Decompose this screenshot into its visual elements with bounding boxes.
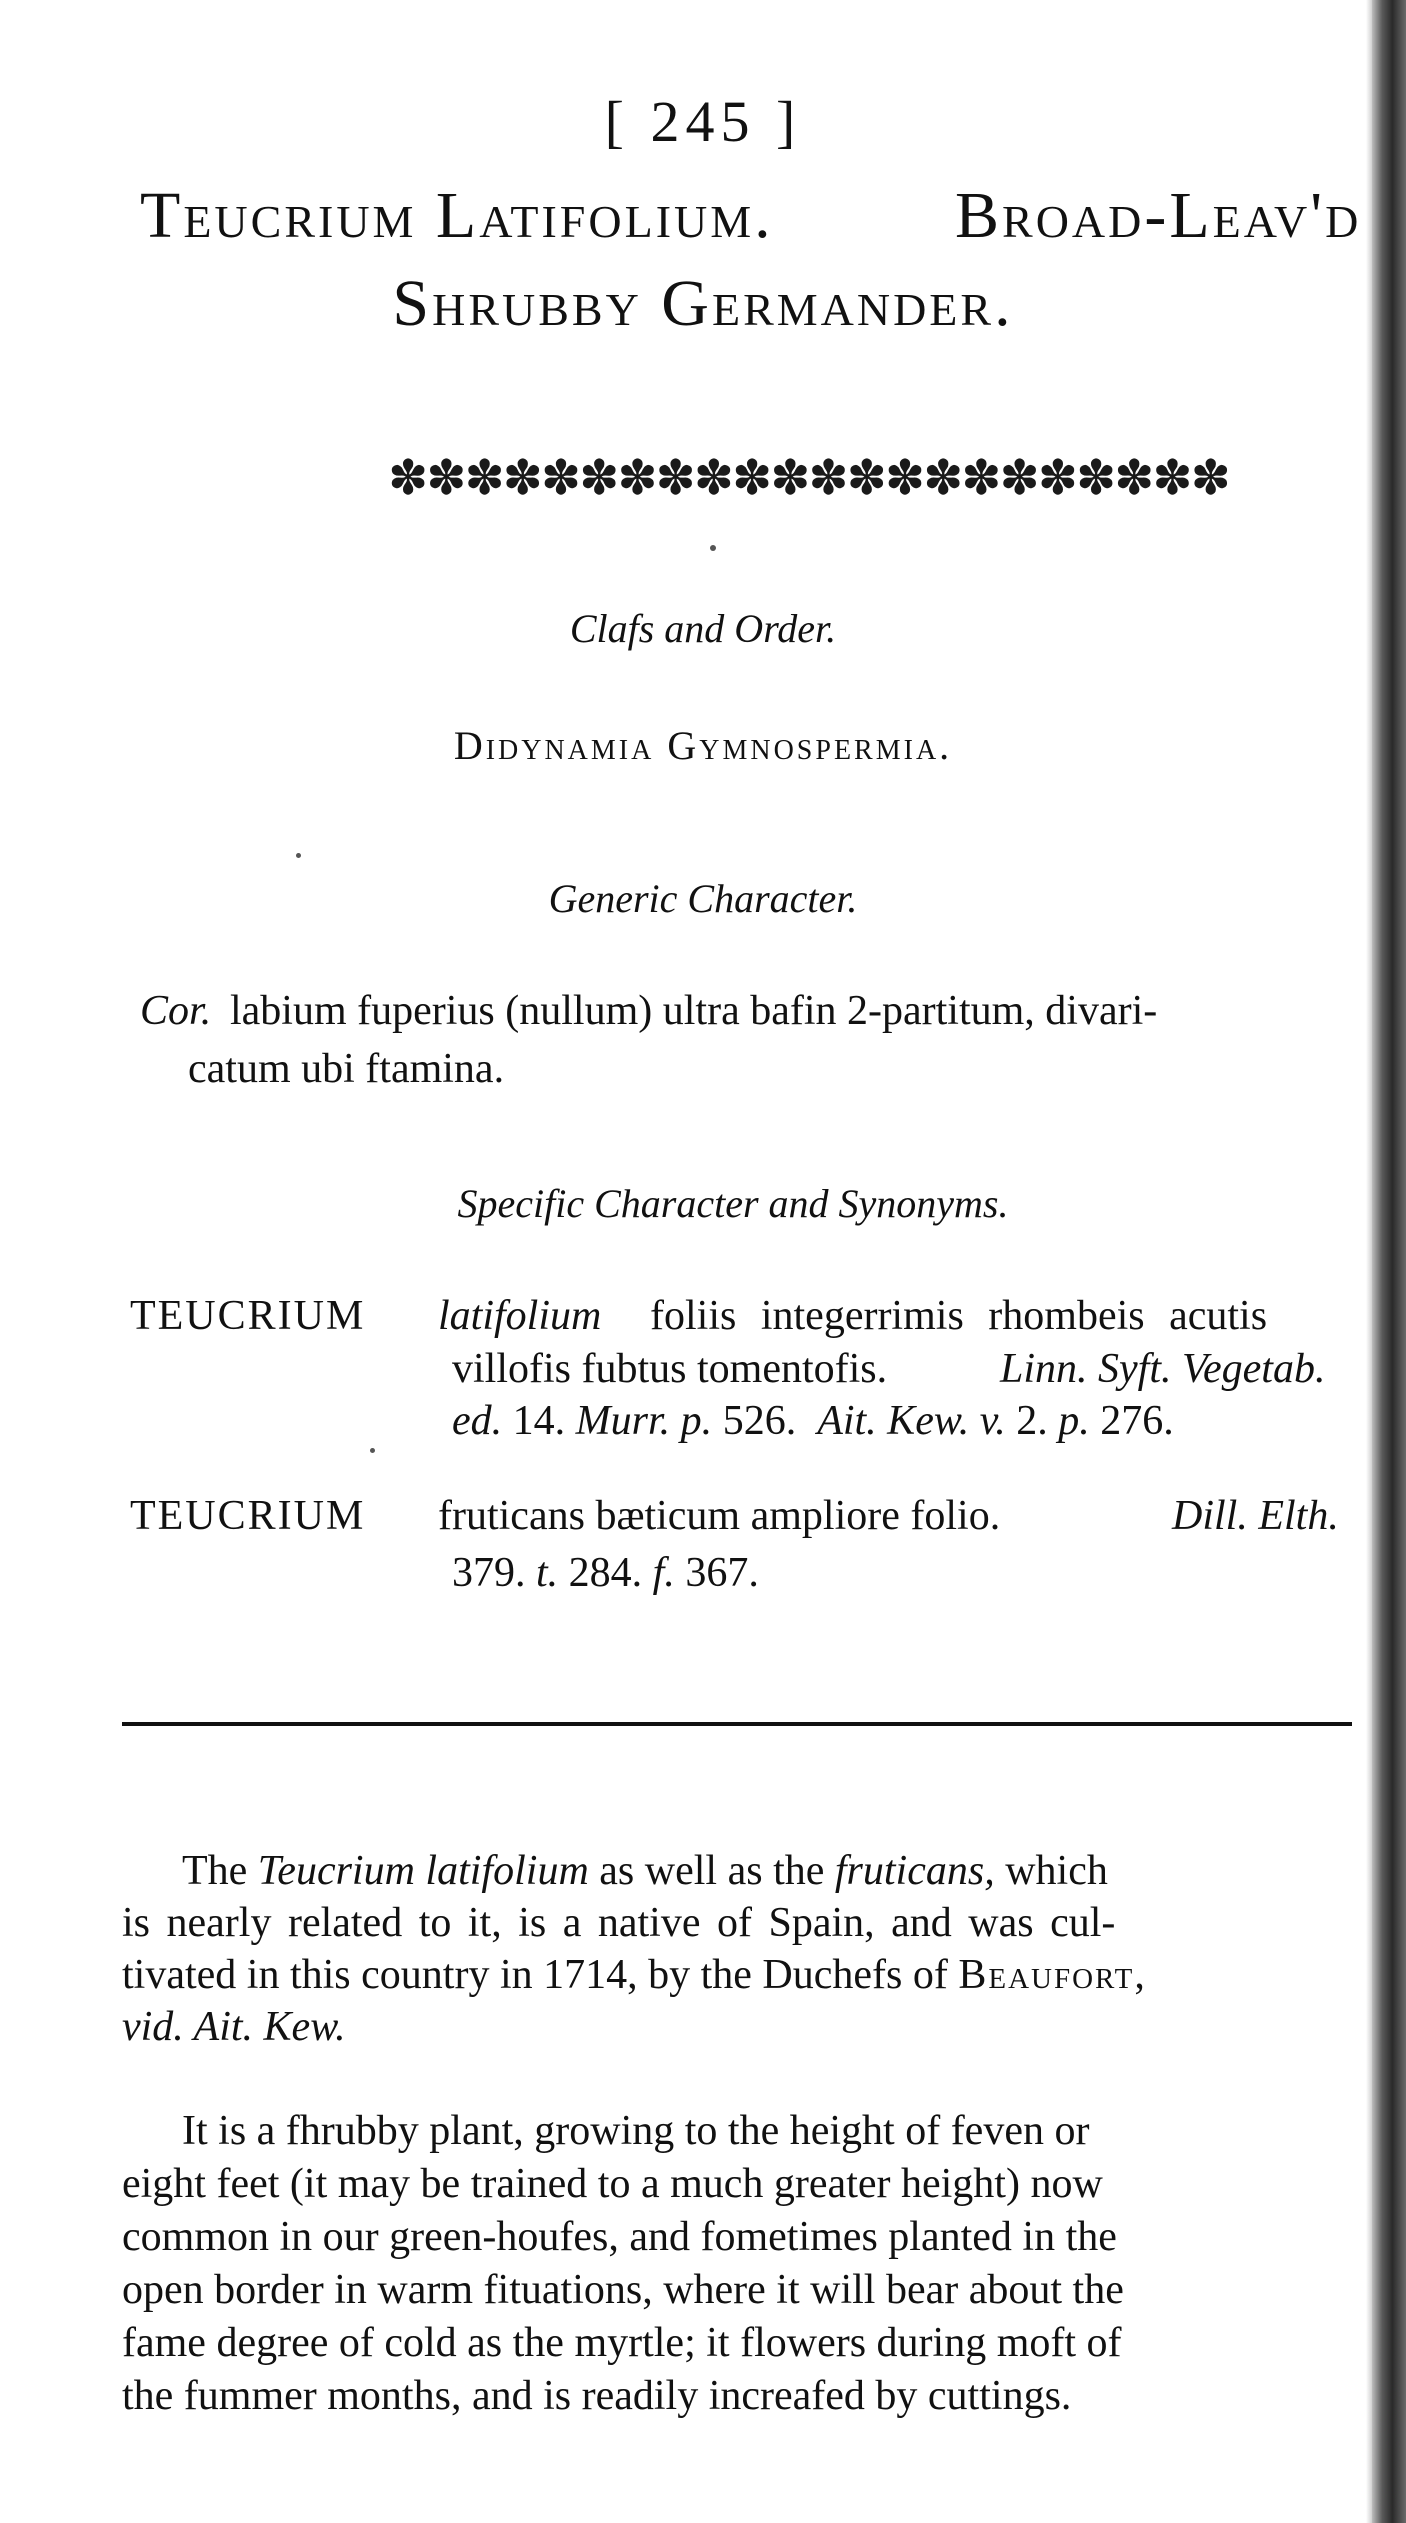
specific-character-heading: Specific Character and Synonyms. (457, 1181, 1009, 1226)
synonym-reference: Linn. Syft. Vegetab. (1000, 1346, 1326, 1392)
generic-character-heading: Generic Character. (548, 876, 858, 921)
paragraph-2-line-4: open border in warm fituations, where it will bear about the (122, 2267, 1124, 2313)
paragraph-1-line-3 (122, 1954, 1147, 1996)
ref-part: 2. (1016, 1398, 1048, 1444)
ref-part: 14. (512, 1398, 566, 1444)
class-order-value: Didynamia Gymnospermia. (453, 723, 953, 768)
ref-part: ed. (452, 1398, 503, 1444)
ref-part: p. (1058, 1398, 1090, 1444)
title-common-name-line2: Shrubby Germander. (392, 267, 1014, 340)
ref-part: t. (536, 1550, 559, 1596)
print-speck (370, 1448, 375, 1453)
synonym-reference: Dill. Elth. (1172, 1493, 1339, 1539)
ref-part: 276. (1100, 1398, 1174, 1444)
synonym-description: fruticans bæticum ampliore folio. (438, 1493, 1001, 1539)
synonym-reference-line (452, 1400, 1174, 1442)
ref-part: Murr. p. (575, 1398, 713, 1444)
ref-part: 284. (568, 1550, 643, 1596)
p1-text: as well as the (599, 1848, 825, 1894)
ref-part: 367. (685, 1550, 759, 1596)
paragraph-2-line-3: common in our green-houfes, and fometimes planted in the (122, 2214, 1117, 2260)
paragraph-2-line-5: fame degree of cold as the myrtle; it flowers during moft of (122, 2320, 1122, 2366)
generic-line-1: labium fuperius (nullum) ultra bafin 2-partitum, divari- (230, 988, 1158, 1034)
page-number: [ 245 ] (604, 89, 802, 154)
print-speck (710, 545, 716, 551)
binding-edge (1372, 0, 1406, 2523)
title-latin-name: Teucrium Latifolium. (140, 179, 774, 252)
synonym-description-cont: villofis fubtus tomentofis. (452, 1346, 888, 1392)
horizontal-rule (122, 1722, 1352, 1726)
p1-text: which (1005, 1848, 1108, 1894)
title-common-name: Broad-Leav'd (955, 179, 1362, 252)
p1-text: tivated in this country in 1714, by the Duchefs of (122, 1952, 948, 1998)
paragraph-2-line-1: It is a fhrubby plant, growing to the height of feven or (182, 2108, 1090, 2154)
generic-abbr: Cor. (140, 988, 212, 1034)
paragraph-1-line-2: is nearly related to it, is a native of Spain, and was cul- (122, 1900, 1116, 1946)
generic-line-2: catum ubi ftamina. (188, 1046, 505, 1092)
synonym-species: latifolium (438, 1293, 602, 1339)
paragraph-1-line-1 (182, 1850, 1108, 1892)
ref-part: 379. (452, 1550, 526, 1596)
synonym-genus: TEUCRIUM (130, 1293, 366, 1339)
synonym-genus: TEUCRIUM (130, 1493, 366, 1539)
ref-part: 526. (722, 1398, 797, 1444)
p1-smallcaps: Beaufort, (958, 1952, 1147, 1998)
p1-italic: fruticans, (834, 1848, 995, 1894)
ref-part: f. (652, 1550, 675, 1596)
decorative-star-divider: ✽✽✽✽✽✽✽✽✽✽✽✽✽✽✽✽✽✽✽✽✽✽ (388, 450, 1229, 506)
ref-part: Ait. Kew. v. (817, 1398, 1006, 1444)
print-speck (296, 853, 301, 858)
paragraph-2-line-2: eight feet (it may be trained to a much greater height) now (122, 2161, 1103, 2207)
p1-text: The (182, 1848, 248, 1894)
paragraph-1-line-4: vid. Ait. Kew. (122, 2004, 346, 2050)
synonym-description: foliis integerrimis rhombeis acutis (650, 1293, 1268, 1339)
synonym-reference-line (452, 1552, 759, 1594)
paragraph-2-line-6: the fummer months, and is readily increafed by cuttings. (122, 2373, 1072, 2419)
p1-italic: Teucrium latifolium (257, 1848, 589, 1894)
class-order-heading: Clafs and Order. (569, 606, 837, 651)
